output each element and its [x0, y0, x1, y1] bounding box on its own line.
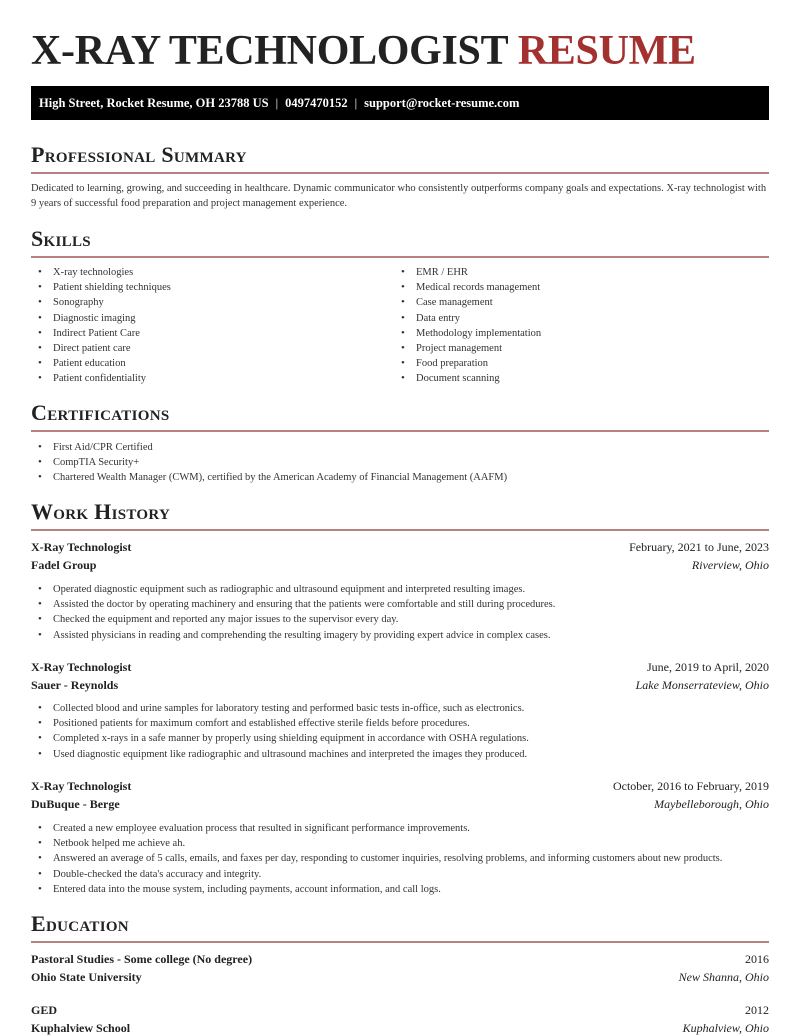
skill-item: • Food preparation	[394, 356, 541, 371]
education-year: 2012	[745, 1003, 769, 1017]
skill-item: • Medical records management	[394, 280, 541, 295]
job-bullet: • Double-checked the data's accuracy and integrity.	[31, 867, 722, 882]
job-title: X-Ray Technologist	[31, 660, 132, 674]
contact-phone[interactable]: 0497470152	[285, 96, 348, 110]
education-location: New Shanna, Ohio	[678, 970, 769, 984]
section-divider	[31, 529, 769, 531]
job-company: Fadel Group	[31, 558, 97, 572]
education-year: 2016	[745, 952, 769, 966]
job-title: X-Ray Technologist	[31, 779, 132, 793]
title-accent: RESUME	[517, 28, 696, 74]
job-dates: June, 2019 to April, 2020	[647, 660, 769, 674]
section-divider	[31, 256, 769, 258]
skill-item: • Patient shielding techniques	[31, 280, 171, 295]
job-title: X-Ray Technologist	[31, 540, 132, 554]
job-bullet: • Collected blood and urine samples for laboratory testing and performed basic tests in-office, such as electronics.	[31, 701, 529, 716]
skill-item: • Document scanning	[394, 371, 541, 386]
education-school: Kuphalview School	[31, 1021, 131, 1035]
summary-text: Dedicated to learning, growing, and succeeding in healthcare. Dynamic communicator who consistently outperforms company goals and expectations. X-ray technologist with 9 years of successful food preparation and project management experience.	[31, 183, 767, 209]
job-dates: October, 2016 to February, 2019	[612, 779, 769, 793]
skills-list-left	[31, 265, 171, 387]
section-heading-certifications: Certifications	[31, 400, 170, 425]
skill-item: • Direct patient care	[31, 341, 171, 356]
job-bullet: • Assisted physicians in reading and comprehending the resulting imagery by providing expert advice in complex cases.	[31, 628, 555, 643]
job-bullet: • Answered an average of 5 calls, emails, and faxes per day, responding to customer inquiries, resolving problems, and informing customers about new products.	[31, 851, 722, 866]
section-heading-education: Education	[31, 911, 129, 936]
job-dates: February, 2021 to June, 2023	[629, 540, 769, 554]
education-location: Kuphalview, Ohio	[682, 1021, 769, 1035]
contact-separator: |	[354, 96, 358, 110]
section-divider	[31, 430, 769, 432]
section-heading-skills: Skills	[31, 226, 91, 251]
resume-title	[31, 28, 696, 74]
skill-item: • Indirect Patient Care	[31, 326, 171, 341]
job-location: Lake Monserrateview, Ohio	[635, 678, 769, 692]
section-divider	[31, 172, 769, 174]
skill-item: • Diagnostic imaging	[31, 311, 171, 326]
section-heading-summary: Professional Summary	[31, 142, 247, 167]
job-bullet: • Completed x-rays in a safe manner by properly using shielding equipment in accordance with OSHA regulations.	[31, 731, 529, 746]
education-degree: GED	[31, 1003, 58, 1017]
contact-bar	[31, 86, 769, 120]
skill-item: • X-ray technologies	[31, 265, 171, 280]
skill-item: • Methodology implementation	[394, 326, 541, 341]
contact-email[interactable]: support@rocket-resume.com	[364, 96, 520, 110]
job-bullet: • Netbook helped me achieve ah.	[31, 836, 722, 851]
skill-item: • Project management	[394, 341, 541, 356]
job-bullet: • Created a new employee evaluation process that resulted in significant performance improvements.	[31, 821, 722, 836]
skill-item: • Patient education	[31, 356, 171, 371]
job-bullet: • Positioned patients for maximum comfort and established effective sterile fields before procedures.	[31, 716, 529, 731]
skill-item: • Sonography	[31, 295, 171, 310]
job-company: DuBuque - Berge	[31, 797, 120, 811]
title-main: X-RAY TECHNOLOGIST	[31, 28, 508, 74]
job-bullet: • Operated diagnostic equipment such as radiographic and ultrasound equipment and interpreted resulting images.	[31, 582, 555, 597]
skills-list-right	[394, 265, 541, 387]
job-company: Sauer - Reynolds	[31, 678, 119, 692]
contact-address: High Street, Rocket Resume, OH 23788 US	[39, 96, 269, 110]
section-divider	[31, 941, 769, 943]
job-bullet: • Assisted the doctor by operating machinery and ensuring that the patients were comfortable and still during procedures.	[31, 597, 555, 612]
job-bullets	[31, 701, 529, 762]
education-degree: Pastoral Studies - Some college (No degree)	[31, 952, 253, 966]
job-bullet: • Entered data into the mouse system, including payments, account information, and call logs.	[31, 882, 722, 897]
skill-item: • Patient confidentiality	[31, 371, 171, 386]
certification-item: • CompTIA Security+	[31, 455, 507, 470]
skill-item: • EMR / EHR	[394, 265, 541, 280]
education-school: Ohio State University	[31, 970, 142, 984]
job-bullets	[31, 582, 555, 643]
certifications-list	[31, 440, 507, 486]
section-heading-work-history: Work History	[31, 499, 171, 524]
skill-item: • Case management	[394, 295, 541, 310]
skill-item: • Data entry	[394, 311, 541, 326]
job-bullet: • Checked the equipment and reported any major issues to the supervisor every day.	[31, 612, 555, 627]
contact-separator: |	[275, 96, 279, 110]
job-location: Maybelleborough, Ohio	[654, 797, 769, 811]
job-bullet: • Used diagnostic equipment like radiographic and ultrasound machines and interpreted the images they produced.	[31, 747, 529, 762]
job-bullets	[31, 821, 722, 897]
certification-item: • First Aid/CPR Certified	[31, 440, 507, 455]
certification-item: • Chartered Wealth Manager (CWM), certified by the American Academy of Financial Management (AAFM)	[31, 470, 507, 485]
job-location: Riverview, Ohio	[691, 558, 769, 572]
